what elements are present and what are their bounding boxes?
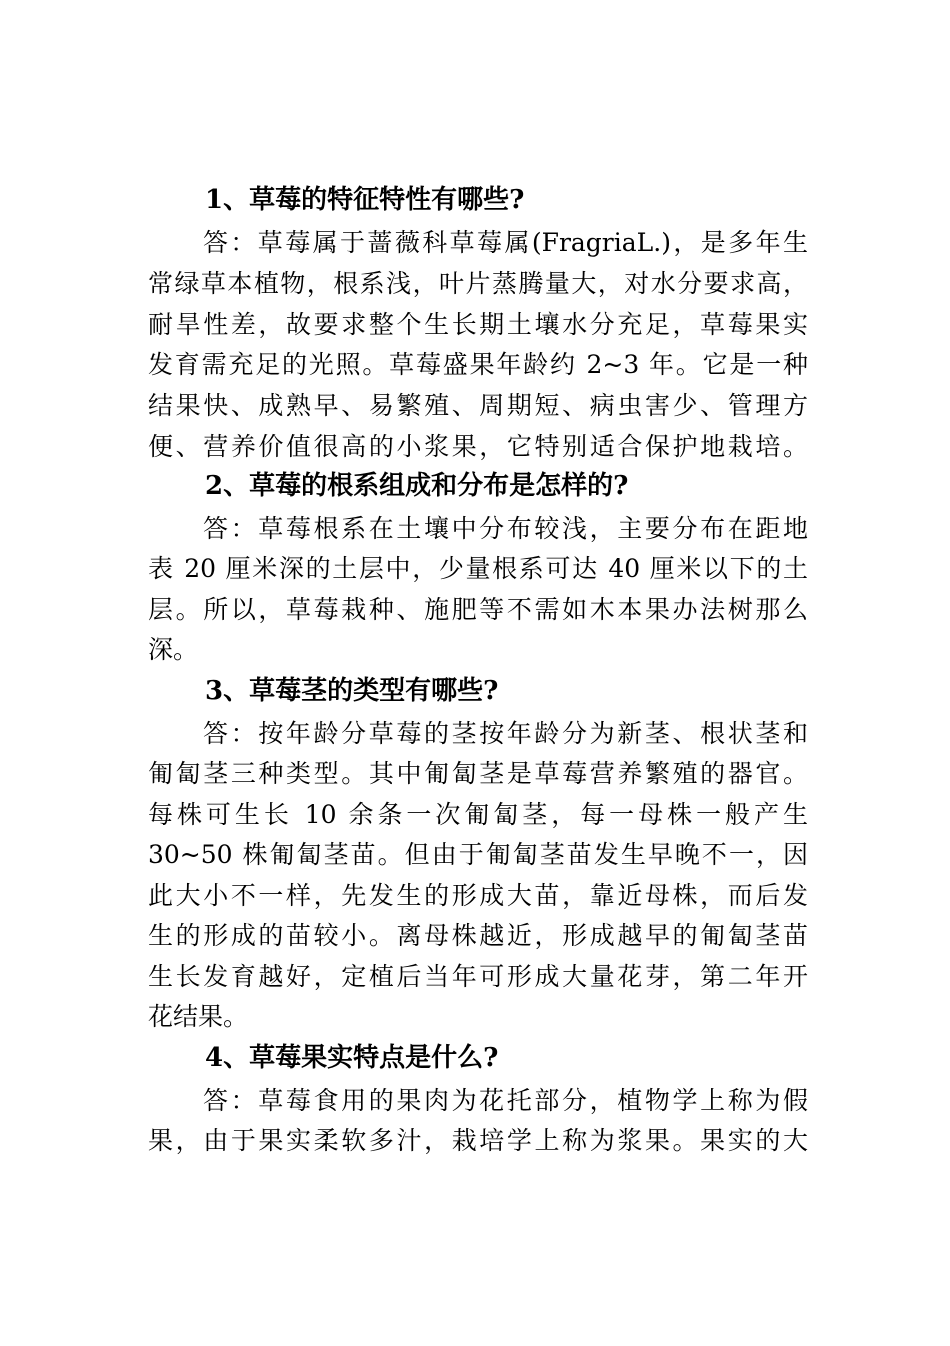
section-heading-1: 1、草莓的特征特性有哪些?	[205, 185, 525, 215]
paragraph-line: 深。	[148, 635, 199, 664]
paragraph-line: 常绿草本植物，根系浅，叶片蒸腾量大，对水分要求高，	[148, 269, 808, 298]
paragraph-line: 花结果。	[148, 1002, 249, 1031]
paragraph-line: 耐旱性差，故要求整个生长期土壤水分充足，草莓果实	[148, 310, 808, 339]
paragraph-line: 发育需充足的光照。草莓盛果年龄约 2~3 年。它是一种	[148, 350, 808, 379]
paragraph-line: 答：草莓食用的果肉为花托部分，植物学上称为假	[203, 1086, 808, 1115]
paragraph-line: 答：按年龄分草莓的茎按年龄分为新茎、根状茎和	[203, 719, 808, 748]
paragraph-line: 此大小不一样，先发生的形成大苗，靠近母株，而后发	[148, 881, 808, 910]
section-heading-2: 2、草莓的根系组成和分布是怎样的?	[205, 471, 629, 501]
paragraph-line: 生的形成的苗较小。离母株越近，形成越早的匍匐茎苗	[148, 921, 808, 950]
section-heading-4: 4、草莓果实特点是什么?	[205, 1043, 499, 1073]
paragraph-line: 匍匐茎三种类型。其中匍匐茎是草莓营养繁殖的器官。	[148, 759, 808, 788]
paragraph-line: 答：草莓根系在土壤中分布较浅，主要分布在距地	[203, 514, 808, 543]
paragraph-line: 答：草莓属于蔷薇科草莓属(FragriaL.)，是多年生	[203, 228, 808, 257]
paragraph-line: 每株可生长 10 余条一次匍匐茎，每一母株一般产生	[148, 800, 808, 829]
paragraph-line: 果，由于果实柔软多汁，栽培学上称为浆果。果实的大	[148, 1126, 808, 1155]
paragraph-line: 结果快、成熟早、易繁殖、周期短、病虫害少、管理方	[148, 391, 808, 420]
paragraph-line: 表 20 厘米深的土层中，少量根系可达 40 厘米以下的土	[148, 554, 808, 583]
paragraph-line: 层。所以，草莓栽种、施肥等不需如木本果办法树那么	[148, 595, 808, 624]
paragraph-line: 30~50 株匍匐茎苗。但由于匍匐茎苗发生早晚不一，因	[148, 840, 808, 869]
paragraph-line: 生长发育越好，定植后当年可形成大量花芽，第二年开	[148, 962, 808, 991]
paragraph-line: 便、营养价值很高的小浆果，它特别适合保护地栽培。	[148, 432, 808, 461]
section-heading-3: 3、草莓茎的类型有哪些?	[205, 676, 499, 706]
